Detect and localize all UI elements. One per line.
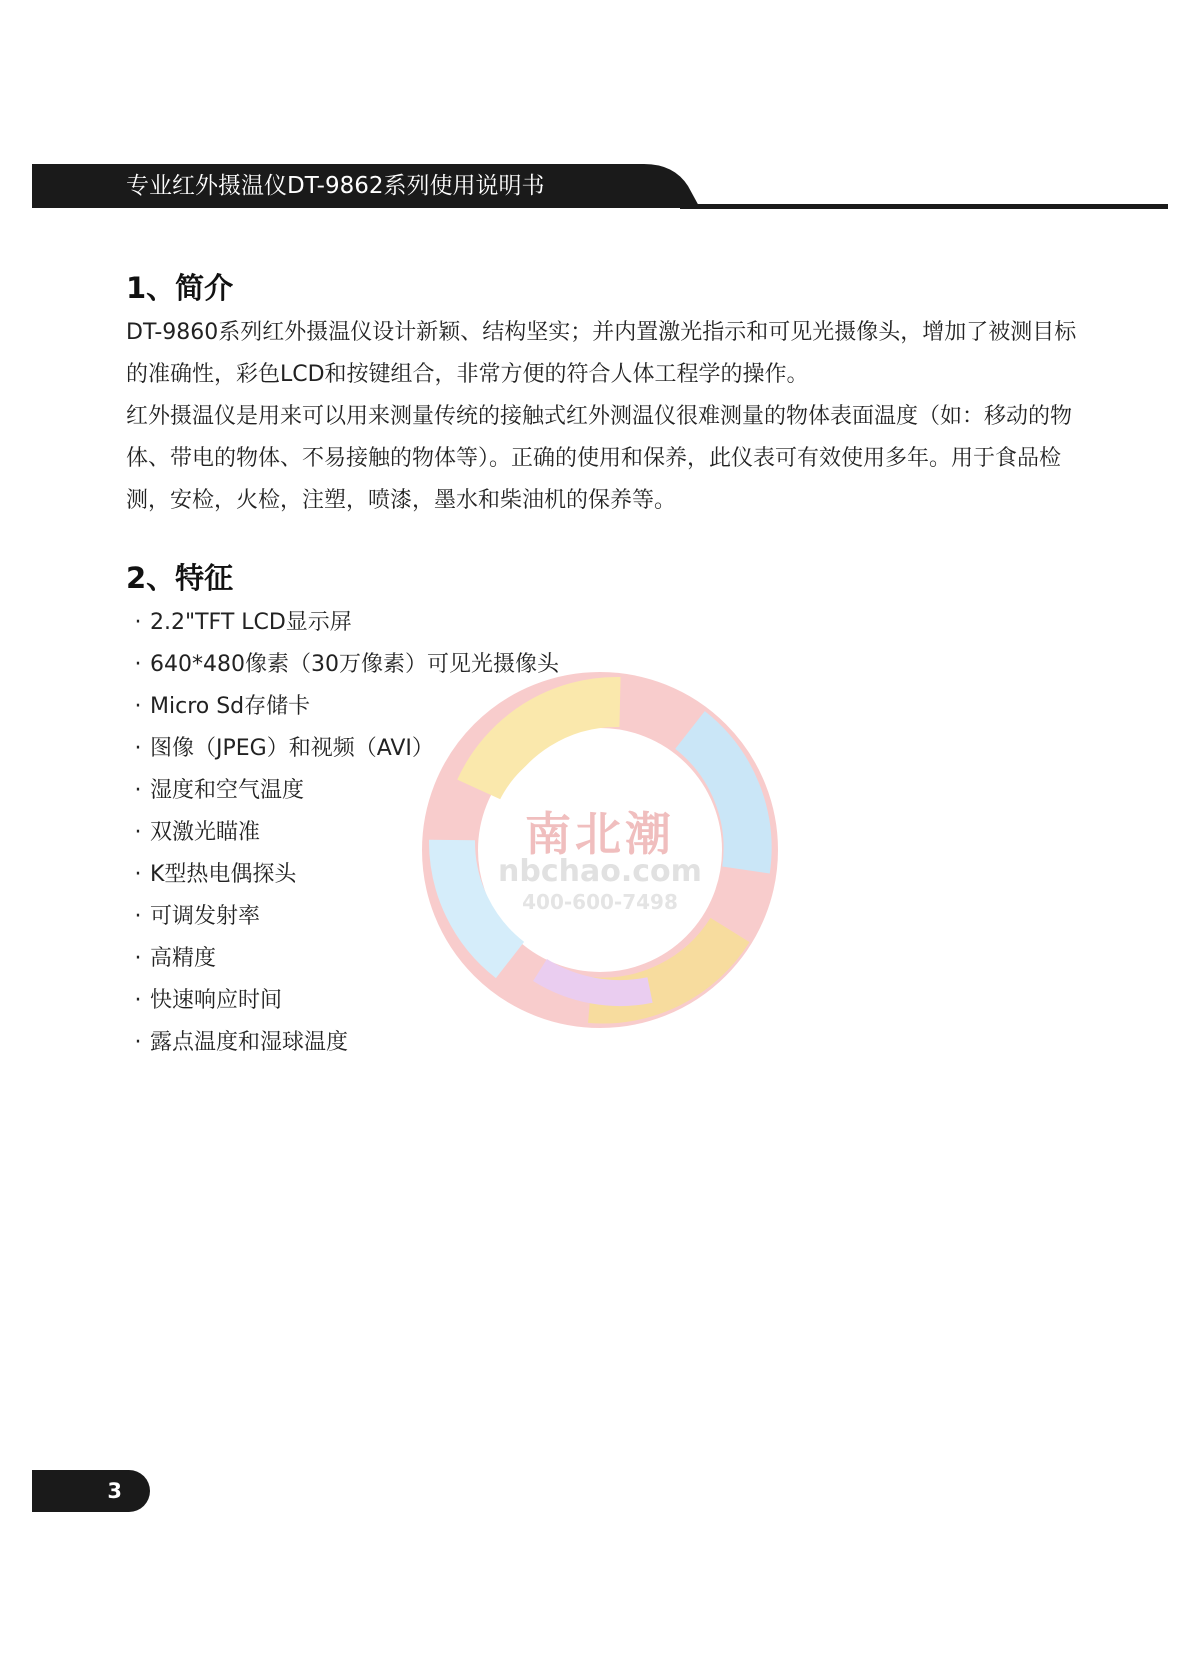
bullet-icon: · <box>134 736 142 761</box>
feature-text: K型热电偶探头 <box>150 862 297 887</box>
feature-text: 2.2"TFT LCD显示屏 <box>150 610 352 635</box>
bullet-icon: · <box>134 610 142 635</box>
bullet-icon: · <box>134 946 142 971</box>
list-item <box>126 812 1086 854</box>
watermark-brand: 南北潮 <box>525 807 675 861</box>
feature-text: 露点温度和湿球温度 <box>150 1030 349 1055</box>
feature-text: 双激光瞄准 <box>150 820 261 845</box>
page-number-badge <box>32 1470 150 1512</box>
bullet-icon: · <box>134 904 142 929</box>
feature-text: 湿度和空气温度 <box>150 778 305 803</box>
watermark-site: nbchao.com <box>498 854 702 889</box>
bullet-icon: · <box>134 1030 142 1055</box>
page-number: 3 <box>107 1479 122 1503</box>
feature-text: 640*480像素（30万像素）可见光摄像头 <box>150 652 559 677</box>
intro-heading: 1、简介 <box>126 271 234 305</box>
feature-text: 图像（JPEG）和视频（AVI） <box>150 736 434 761</box>
list-item <box>126 728 1086 770</box>
feature-text: Micro Sd存储卡 <box>150 694 311 719</box>
list-item <box>126 602 1086 644</box>
header-rule <box>680 204 1168 209</box>
intro-paragraph-1: DT-9860系列红外摄温仪设计新颖、结构坚实；并内置激光指示和可见光摄像头，增加了被测目标的准确性，彩色LCD和按键组合，非常方便的符合人体工程学的操作。 <box>126 320 1077 387</box>
document-title: 专业红外摄温仪DT-9862系列使用说明书 <box>126 173 545 199</box>
bullet-icon: · <box>134 862 142 887</box>
list-item <box>126 644 1086 686</box>
list-item <box>126 980 1086 1022</box>
list-item <box>126 896 1086 938</box>
intro-paragraph-2: 红外摄温仪是用来可以用来测量传统的接触式红外测温仪很难测量的物体表面温度（如：移动的物体、带电的物体、不易接触的物体等）。正确的使用和保养，此仪表可有效使用多年。用于食品检测，安检，火检，注塑，喷漆，墨水和柴油机的保养等。 <box>126 404 1073 513</box>
bullet-icon: · <box>134 652 142 677</box>
features-list <box>126 602 1086 1064</box>
feature-text: 可调发射率 <box>150 904 261 929</box>
bullet-icon: · <box>134 820 142 845</box>
list-item <box>126 686 1086 728</box>
features-section <box>126 560 1086 1064</box>
list-item <box>126 938 1086 980</box>
feature-text: 高精度 <box>150 946 217 971</box>
list-item <box>126 1022 1086 1064</box>
list-item <box>126 770 1086 812</box>
list-item <box>126 854 1086 896</box>
bullet-icon: · <box>134 778 142 803</box>
bullet-icon: · <box>134 988 142 1013</box>
bullet-icon: · <box>134 694 142 719</box>
watermark-phone: 400-600-7498 <box>522 890 678 914</box>
intro-section <box>126 270 1086 522</box>
features-heading: 2、特征 <box>126 561 234 595</box>
header-bar <box>32 164 700 208</box>
feature-text: 快速响应时间 <box>150 988 283 1013</box>
